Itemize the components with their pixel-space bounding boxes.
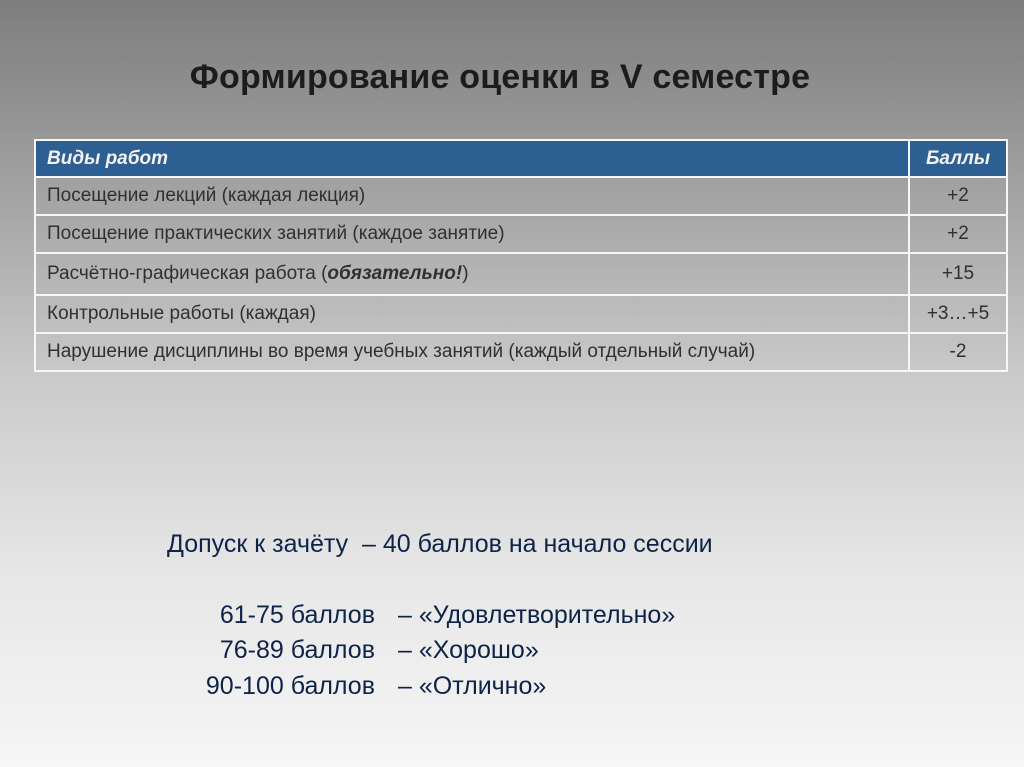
points-cell: +2 [909,177,1007,215]
grade-label: – «Удовлетворительно» [398,601,676,629]
header-points: Баллы [909,140,1007,177]
points-cell: +2 [909,215,1007,253]
activity-suffix: ) [462,263,469,284]
table-header-row [35,140,1007,177]
table-row [35,333,1007,371]
slide-title: Формирование оценки в V семестре [189,58,811,96]
grade-label: – «Отлично» [398,672,547,700]
activity-emphasis: обязательно! [327,263,463,284]
table-row [35,253,1007,295]
points-cell: -2 [909,333,1007,371]
activity-cell: Контрольные работы (каждая) [35,295,909,333]
grade-row-satisfactory [0,601,800,633]
admission-text: Допуск к зачёту – 40 баллов на начало сессии [167,530,713,558]
table-row [35,177,1007,215]
grade-row-excellent [0,672,800,704]
activity-cell [35,253,909,295]
grade-row-good [0,636,800,668]
points-cell: +15 [909,253,1007,295]
activity-cell: Нарушение дисциплины во время учебных занятий (каждый отдельный случай) [35,333,909,371]
header-activity: Виды работ [35,140,909,177]
activity-cell: Посещение практических занятий (каждое занятие) [35,215,909,253]
grade-label: – «Хорошо» [398,636,539,664]
activity-prefix: Расчётно-графическая работа ( [47,263,328,284]
grade-range: 76-89 баллов [219,636,375,664]
table-row [35,295,1007,333]
activity-cell: Посещение лекций (каждая лекция) [35,177,909,215]
table-row [35,215,1007,253]
grade-range: 61-75 баллов [219,601,375,629]
grading-table [34,139,1008,372]
points-cell: +3…+5 [909,295,1007,333]
grade-range: 90-100 баллов [205,672,375,700]
